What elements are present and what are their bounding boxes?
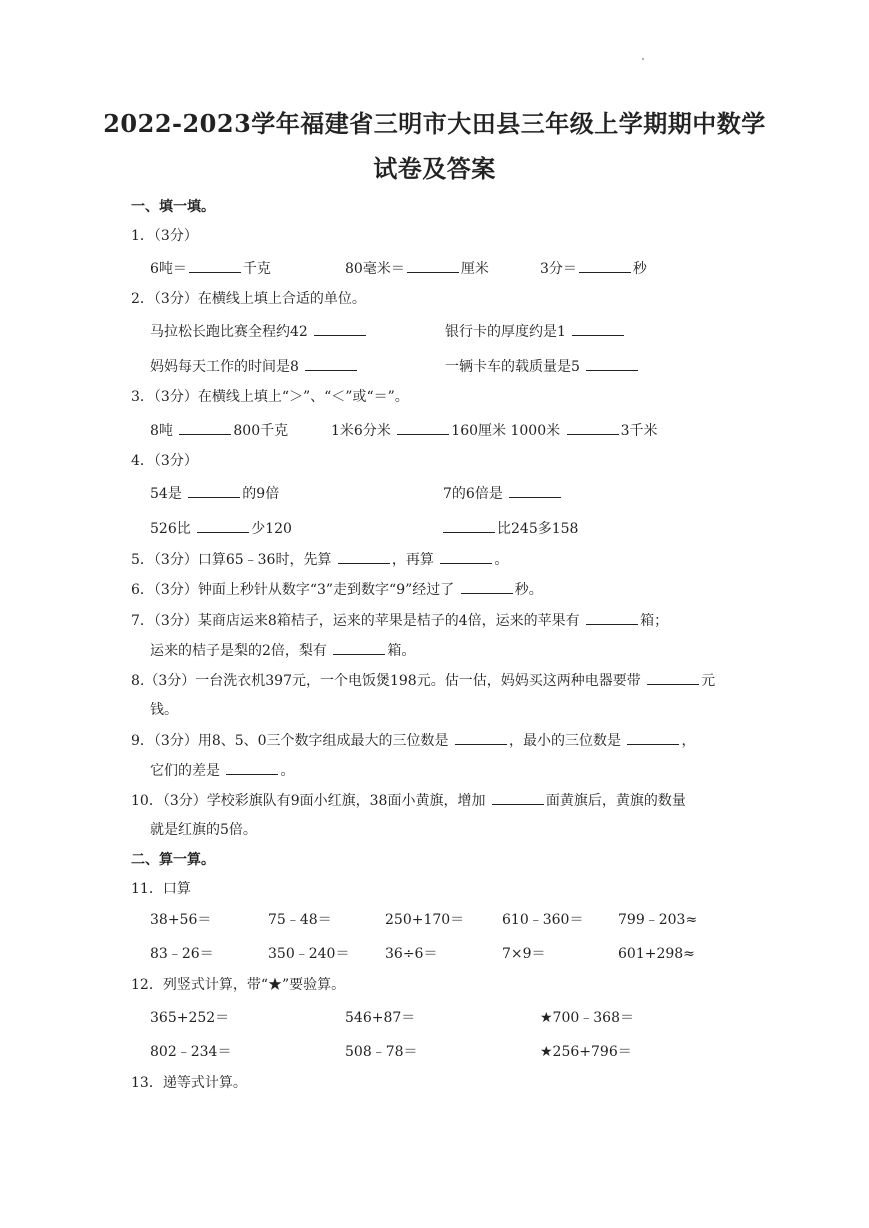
scan-dot <box>642 58 644 60</box>
title-line-1: 2022-2023学年福建省三明市大田县三年级上学期期中数学 <box>103 109 766 138</box>
answer-blank[interactable] <box>579 258 631 273</box>
answer-blank[interactable] <box>333 640 385 655</box>
answer-blank[interactable] <box>572 321 624 336</box>
q4-item-d: 比245多158 <box>443 518 578 539</box>
q12-r2-c3: ★256+796＝ <box>540 1044 632 1060</box>
q11-r1-c3: 250+170＝ <box>385 912 465 928</box>
q2-item-b: 银行卡的厚度约是1 <box>445 321 626 342</box>
section-calc-heading: 二、算一算。 <box>131 852 215 868</box>
q12-r2-c2: 508﹣78＝ <box>345 1044 418 1060</box>
q2-item-a: 马拉松长跑比赛全程约42 <box>150 321 368 342</box>
answer-blank[interactable] <box>567 420 619 435</box>
q13-head: 13．递等式计算。 <box>131 1075 247 1091</box>
q5: 5．（3分）口算65﹣36时，先算 ，再算 。 <box>131 549 508 570</box>
q2-item-d: 一辆卡车的载质量是5 <box>445 356 640 377</box>
q10-line1: 10．（3分）学校彩旗队有9面小红旗，38面小黄旗，增加 面黄旗后，黄旗的数量 <box>131 790 686 811</box>
answer-blank[interactable] <box>461 579 513 594</box>
q4-item-a: 54是 的9倍 <box>150 483 279 504</box>
answer-blank[interactable] <box>455 730 507 745</box>
q11-r1-c1: 38+56＝ <box>150 912 212 928</box>
q9-line2: 它们的差是 。 <box>150 760 294 781</box>
q1-head: 1．（3分） <box>131 228 198 244</box>
q12-r2-c1: 802﹣234＝ <box>150 1044 232 1060</box>
answer-blank[interactable] <box>397 420 449 435</box>
q3-items: 8吨 800千克 1米6分米 160厘米 1000米 3千米 <box>150 420 658 441</box>
answer-blank[interactable] <box>586 356 638 371</box>
q8-line2: 钱。 <box>150 702 178 718</box>
answer-blank[interactable] <box>189 258 241 273</box>
answer-blank[interactable] <box>627 730 679 745</box>
q2-head: 2．（3分）在横线上填上合适的单位。 <box>131 291 366 307</box>
q11-r2-c2: 350﹣240＝ <box>268 946 350 962</box>
q11-r1-c5: 799﹣203≈ <box>618 912 698 928</box>
answer-blank[interactable] <box>440 549 492 564</box>
answer-blank[interactable] <box>509 483 561 498</box>
answer-blank[interactable] <box>338 549 390 564</box>
q4-item-b: 7的6倍是 <box>443 483 563 504</box>
answer-blank[interactable] <box>179 420 231 435</box>
q11-r2-c1: 83﹣26＝ <box>150 946 214 962</box>
q3-head: 3．（3分）在横线上填上“＞”、“＜”或“＝”。 <box>131 389 409 405</box>
answer-blank[interactable] <box>647 670 699 685</box>
q4-head: 4．（3分） <box>131 453 198 469</box>
answer-blank[interactable] <box>197 518 249 533</box>
answer-blank[interactable] <box>314 321 366 336</box>
q1-item-c: 3分＝ 秒 <box>540 258 647 279</box>
answer-blank[interactable] <box>188 483 240 498</box>
q12-r1-c1: 365+252＝ <box>150 1010 230 1026</box>
answer-blank[interactable] <box>226 760 278 775</box>
q12-r1-c3: ★700﹣368＝ <box>540 1010 634 1026</box>
answer-blank[interactable] <box>586 610 638 625</box>
q11-r2-c3: 36÷6＝ <box>385 946 438 962</box>
answer-blank[interactable] <box>407 258 459 273</box>
title-line-2: 试卷及答案 <box>373 154 496 183</box>
answer-blank[interactable] <box>443 518 495 533</box>
section-fill-heading: 一、填一填。 <box>131 199 215 215</box>
q1-item-b: 80毫米＝ 厘米 <box>345 258 489 279</box>
q12-head: 12．列竖式计算，带“★”要验算。 <box>131 977 346 993</box>
q11-r2-c4: 7×9＝ <box>502 946 546 962</box>
answer-blank[interactable] <box>305 356 357 371</box>
q4-item-c: 526比 少120 <box>150 518 292 539</box>
q2-item-c: 妈妈每天工作的时间是8 <box>150 356 359 377</box>
q11-r1-c4: 610﹣360＝ <box>502 912 584 928</box>
q12-r1-c2: 546+87＝ <box>345 1010 416 1026</box>
q6: 6．（3分）钟面上秒针从数字“3”走到数字“9”经过了 秒。 <box>131 579 543 600</box>
q7-line1: 7．（3分）某商店运来8箱桔子，运来的苹果是桔子的4倍，运来的苹果有 箱； <box>131 610 668 631</box>
q11-r2-c5: 601+298≈ <box>618 946 695 962</box>
q9-line1: 9．（3分）用8、5、0三个数字组成最大的三位数是 ，最小的三位数是 ， <box>131 730 695 751</box>
q7-line2: 运来的桔子是梨的2倍，梨有 箱。 <box>150 640 415 661</box>
q10-line2: 就是红旗的5倍。 <box>150 822 257 838</box>
answer-blank[interactable] <box>492 790 544 805</box>
q8-line1: 8.（3分）一台洗衣机397元，一个电饭煲198元。估一估，妈妈买这两种电器要带 元 <box>131 670 715 691</box>
q11-head: 11．口算 <box>131 881 191 897</box>
q11-r1-c2: 75﹣48＝ <box>268 912 332 928</box>
q1-item-a: 6吨＝ 千克 <box>150 258 271 279</box>
